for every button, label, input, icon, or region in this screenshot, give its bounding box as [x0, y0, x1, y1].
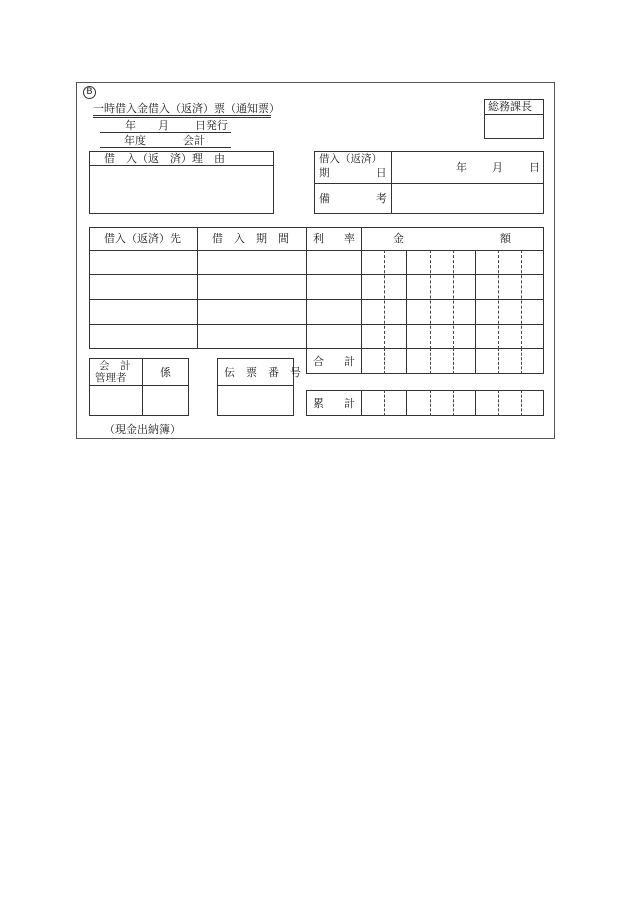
total-col-divider [361, 348, 362, 374]
table-col-divider [306, 227, 307, 349]
footer-note: （現金出納簿） [104, 423, 181, 436]
accounting-manager-line1: 会 計 [99, 360, 131, 372]
date-month: 月 [492, 161, 503, 174]
total-a: 合 [313, 355, 324, 368]
date-label-line1: 借入（返済） [319, 153, 382, 165]
digit-divider-dashed [384, 348, 385, 374]
digit-divider-dashed [453, 390, 454, 416]
voucher-number-label: 伝 票 番 号 [224, 366, 301, 379]
digit-divider-solid [475, 390, 476, 416]
col-period: 借 入 期 間 [212, 232, 289, 245]
total-row [306, 348, 544, 374]
total-b: 計 [344, 355, 355, 368]
cumulative-b: 計 [344, 397, 355, 410]
date-label-line2-b: 日 [376, 167, 387, 179]
manager-staff-vdivider [142, 358, 143, 416]
issue-month: 月 [158, 119, 169, 132]
cumulative-col-divider [361, 390, 362, 416]
form-title: 一時借入金借入（返済）票（通知票） [93, 102, 280, 115]
digit-divider-dashed [498, 348, 499, 374]
digit-divider-dashed [453, 250, 454, 349]
col-amount-a: 金 [393, 232, 404, 245]
digit-divider-solid [406, 390, 407, 416]
table-col-divider [197, 227, 198, 349]
reason-label: 借 入（返 済）理 由 [104, 152, 225, 165]
date-year: 年 [456, 161, 467, 174]
reason-divider [89, 165, 274, 166]
staff-label: 係 [160, 366, 171, 379]
table-col-divider [361, 227, 362, 349]
col-rate-a: 利 [313, 232, 324, 245]
issue-day-issued: 日発行 [195, 119, 228, 132]
voucher-number-divider [217, 385, 294, 386]
approver-label: 総務課長 [488, 100, 532, 113]
date-label-line2-a: 期 [319, 167, 330, 179]
fiscal-year: 年度 [124, 134, 146, 147]
digit-divider-solid [475, 348, 476, 374]
digit-divider-dashed [521, 390, 522, 416]
digit-divider-solid [406, 348, 407, 374]
col-lender: 借入（返済）先 [104, 232, 181, 245]
col-rate-b: 率 [344, 232, 355, 245]
cumulative-row [306, 390, 544, 416]
digit-divider-dashed [430, 390, 431, 416]
digit-divider-dashed [384, 390, 385, 416]
title-underline-1 [93, 115, 271, 116]
digit-divider-dashed [521, 348, 522, 374]
digit-divider-dashed [430, 250, 431, 349]
mark-b-circle [83, 86, 96, 99]
cumulative-a: 累 [313, 397, 324, 410]
mark-b: B [86, 87, 93, 97]
col-amount-b: 額 [500, 232, 511, 245]
issue-date-underline [100, 132, 231, 133]
digit-divider-dashed [521, 250, 522, 349]
fiscal-year-underline [100, 147, 231, 148]
date-day: 日 [529, 161, 540, 174]
approver-divider [484, 114, 544, 115]
digit-divider-dashed [498, 250, 499, 349]
accounting-manager-line2: 管理者 [95, 372, 127, 384]
digit-divider-dashed [430, 348, 431, 374]
date-remarks-hdivider [314, 183, 544, 184]
digit-divider-solid [406, 250, 407, 349]
remarks-b: 考 [376, 192, 387, 205]
manager-staff-hdivider [89, 385, 189, 386]
issue-year: 年 [125, 119, 136, 132]
account-label: 会計 [183, 134, 205, 147]
digit-divider-dashed [384, 250, 385, 349]
digit-divider-dashed [453, 348, 454, 374]
digit-divider-dashed [498, 390, 499, 416]
digit-divider-solid [475, 250, 476, 349]
remarks-a: 備 [319, 192, 330, 205]
title-underline-2 [93, 117, 271, 118]
